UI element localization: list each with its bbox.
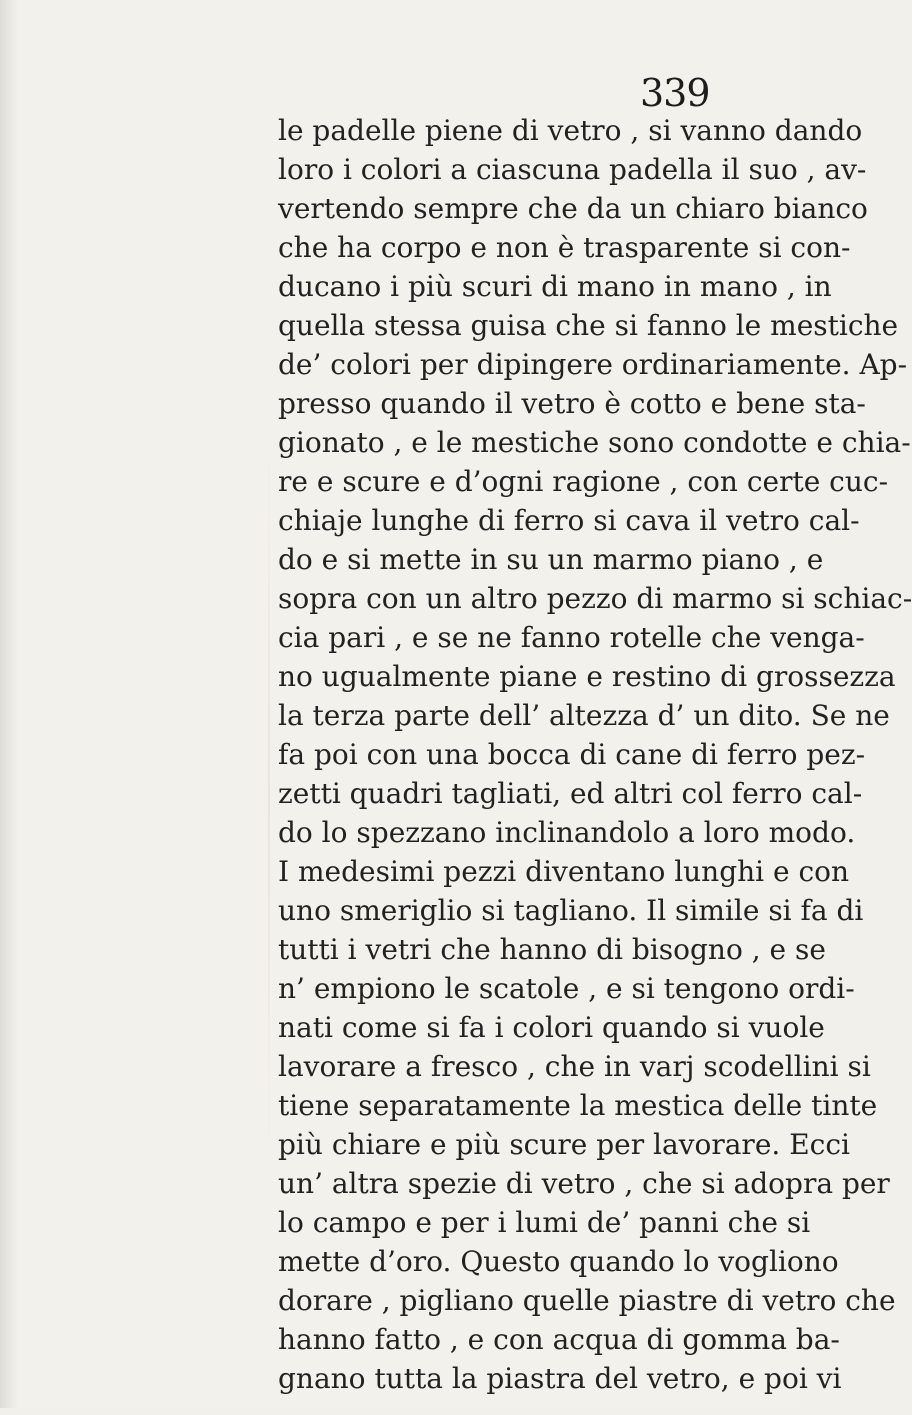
text-line: ducano i più scuri di mano in mano , in <box>278 270 832 303</box>
text-line: presso quando il vetro è cotto e bene sta- <box>278 387 866 420</box>
text-line: do lo spezzano inclinandolo a loro modo. <box>278 816 856 849</box>
text-line: nati come si fa i colori quando si vuole <box>278 1011 825 1044</box>
text-line: fa poi con una bocca di cane di ferro pez- <box>278 738 866 771</box>
text-line: più chiare e più scure per lavorare. Ecci <box>278 1128 850 1161</box>
page-number: 339 <box>640 71 710 115</box>
text-line: de’ colori per dipingere ordinariamente. Ap- <box>278 348 908 381</box>
text-line: un’ altra spezie di vetro , che si adopra per <box>278 1167 890 1200</box>
text-line: che ha corpo e non è trasparente si con- <box>278 231 851 264</box>
text-line: cia pari , e se ne fanno rotelle che venga- <box>278 621 865 654</box>
text-line: lo campo e per i lumi de’ panni che si <box>278 1206 811 1239</box>
text-line: loro i colori a ciascuna padella il suo , av- <box>278 153 867 186</box>
text-line: gnano tutta la piastra del vetro, e poi vi <box>278 1362 842 1395</box>
text-line: sopra con un altro pezzo di marmo si schiac- <box>278 582 912 615</box>
text-line: zetti quadri tagliati, ed altri col ferro cal- <box>278 777 863 810</box>
text-line: quella stessa guisa che si fanno le mestiche <box>278 309 899 342</box>
text-line: gionato , e le mestiche sono condotte e chia- <box>278 426 911 459</box>
text-line: no ugualmente piane e restino di grossezza <box>278 660 896 693</box>
text-line: tiene separatamente la mestica delle tinte <box>278 1089 878 1122</box>
text-line: dorare , pigliano quelle piastre di vetro che <box>278 1284 896 1317</box>
text-line: hanno fatto , e con acqua di gomma ba- <box>278 1323 840 1356</box>
text-line: mette d’oro. Questo quando lo vogliono <box>278 1245 839 1278</box>
text-line: lavorare a fresco , che in varj scodellini si <box>278 1050 871 1083</box>
text-line: vertendo sempre che da un chiaro bianco <box>278 192 868 225</box>
text-line: I medesimi pezzi diventano lunghi e con <box>278 855 850 888</box>
text-line: tutti i vetri che hanno di bisogno , e se <box>278 933 826 966</box>
text-line: le padelle piene di vetro , si vanno dando <box>278 114 863 147</box>
text-line: re e scure e d’ogni ragione , con certe cuc- <box>278 465 889 498</box>
text-line: uno smeriglio si tagliano. Il simile si fa di <box>278 894 864 927</box>
body-text <box>0 114 912 1395</box>
text-line: n’ empiono le scatole , e si tengono ordi- <box>278 972 855 1005</box>
text-line: do e si mette in su un marmo piano , e <box>278 543 824 576</box>
text-line: la terza parte dell’ altezza d’ un dito. Se ne <box>278 699 890 732</box>
text-line: chiaje lunghe di ferro si cava il vetro cal- <box>278 504 860 537</box>
